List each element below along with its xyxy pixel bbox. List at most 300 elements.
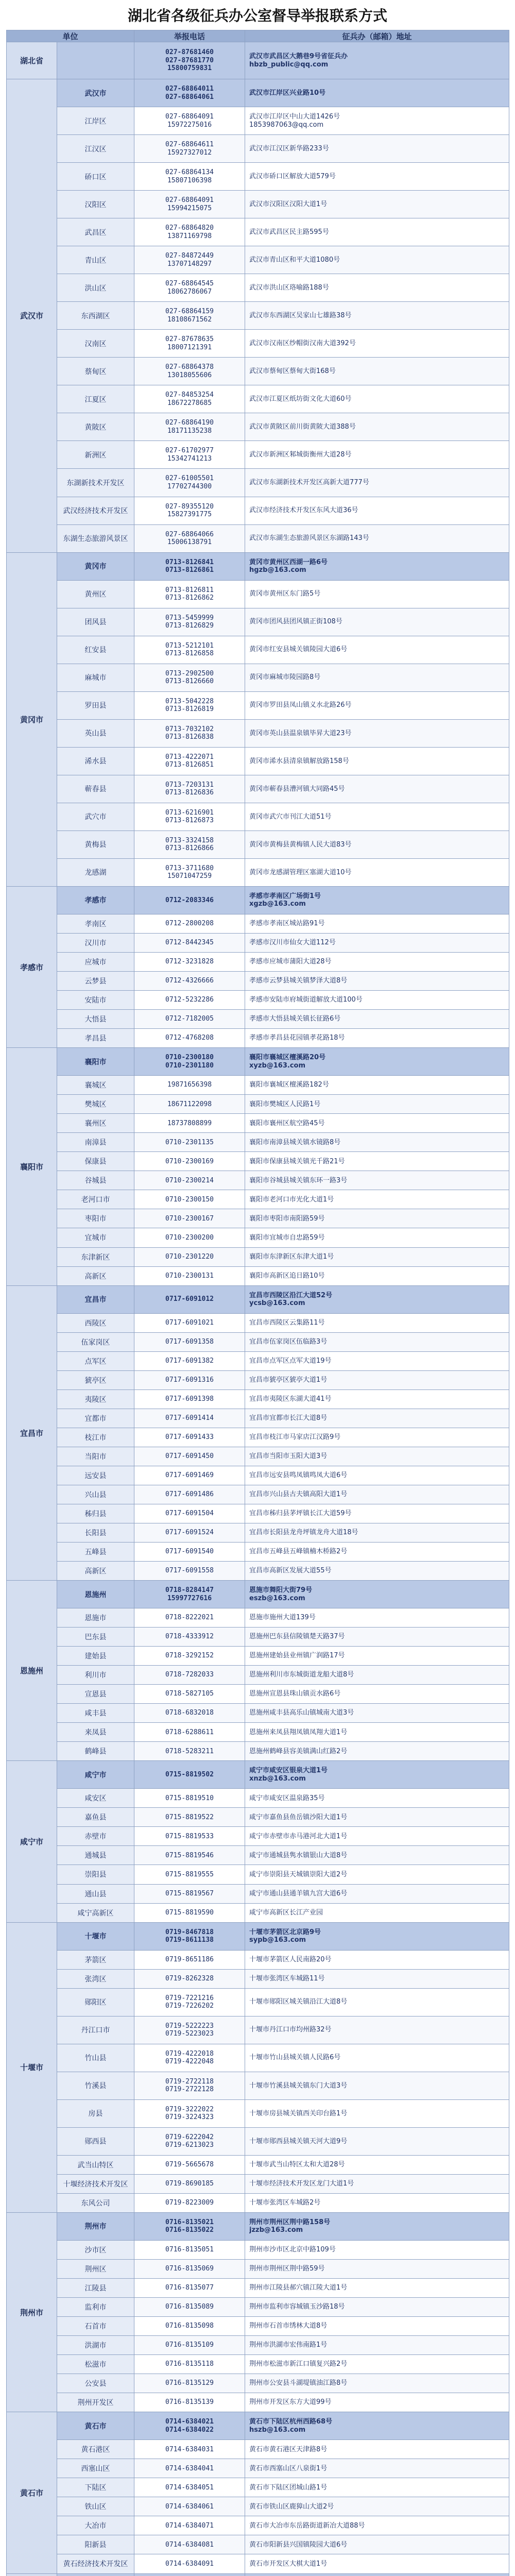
phone-cell — [134, 1152, 245, 1171]
postal-address: 黄石市下陆区团城山路1号 — [249, 2483, 328, 2492]
phone-number: 027-68864159 — [165, 308, 214, 316]
unit-cell: 武当山特区 — [57, 2155, 134, 2174]
address-cell — [245, 469, 509, 497]
phone-number: 0714-6384071 — [165, 2521, 214, 2530]
postal-address: 孝感市孝昌县花园镇孝花路18号 — [249, 1034, 345, 1042]
phone-number: 0716-8135089 — [165, 2303, 214, 2311]
address-cell — [245, 1313, 509, 1332]
email-address: xgzb@163.com — [249, 900, 306, 908]
table-row — [7, 2174, 509, 2193]
email-address: xnzb@163.com — [249, 1774, 306, 1783]
phone-number: 0714-6384051 — [165, 2483, 214, 2492]
table-row — [7, 1266, 509, 1285]
phone-number: 18062786067 — [167, 287, 212, 296]
address-cell — [245, 2516, 509, 2535]
address-cell — [245, 2099, 509, 2127]
postal-address: 孝感市云梦县城关镇梦泽大道8号 — [249, 977, 348, 985]
address-cell — [245, 1969, 509, 1988]
phone-number: 18007121391 — [167, 343, 212, 351]
address-cell — [245, 1076, 509, 1095]
unit-cell: 监利市 — [57, 2298, 134, 2317]
table-row — [7, 1228, 509, 1247]
unit-cell: 远安县 — [57, 1466, 134, 1485]
unit-cell: 高新区 — [57, 1266, 134, 1285]
table-row — [7, 1332, 509, 1351]
postal-address: 黄冈市黄州区东门路5号 — [249, 590, 321, 598]
unit-cell: 江汉区 — [57, 135, 134, 163]
unit-cell: 孝南区 — [57, 914, 134, 933]
phone-number: 0715-8819567 — [165, 1889, 214, 1897]
phone-number: 027-89355120 — [165, 502, 214, 511]
postal-address: 十堰市郧阳区城关镇沿江大道8号 — [249, 1998, 348, 2006]
unit-cell: 房县 — [57, 2099, 134, 2127]
postal-address: 襄阳市枣阳市南阳路59号 — [249, 1214, 325, 1223]
phone-number: 18108671562 — [167, 315, 212, 324]
phone-number: 0717-6091433 — [165, 1433, 214, 1442]
table-header-row — [7, 30, 509, 42]
phone-cell — [134, 1285, 245, 1313]
address-cell — [245, 1228, 509, 1247]
phone-number: 0716-8135022 — [165, 2226, 214, 2234]
unit-cell: 蔡甸区 — [57, 358, 134, 385]
phone-number: 0713-4222071 — [165, 753, 214, 761]
address-cell — [245, 775, 509, 803]
postal-address: 宜昌市伍家岗区伍临路3号 — [249, 1337, 328, 1346]
unit-cell: 襄城区 — [57, 1076, 134, 1095]
unit-cell: 茅箭区 — [57, 1950, 134, 1969]
phone-number: 0714-6384031 — [165, 2445, 214, 2453]
phone-cell — [134, 1504, 245, 1523]
postal-address: 孝感市孝南区城站路91号 — [249, 920, 325, 928]
unit-cell: 咸丰县 — [57, 1704, 134, 1723]
table-row — [7, 552, 509, 580]
table-row — [7, 914, 509, 933]
city-cell: 黄石市 — [7, 2412, 57, 2573]
address-cell — [245, 385, 509, 413]
postal-address: 武汉市江汉区新华路233号 — [249, 144, 329, 152]
unit-cell: 崇阳县 — [57, 1865, 134, 1884]
phone-number: 0710-2300200 — [165, 1233, 214, 1242]
phone-number: 0718-6288611 — [165, 1728, 214, 1736]
table-row — [7, 664, 509, 691]
postal-address: 孝感市孝南区广场街1号 — [249, 892, 321, 900]
postal-address: 宜昌市兴山县古夫镇高阳大道1号 — [249, 1490, 348, 1499]
phone-number: 0715-8819590 — [165, 1908, 214, 1917]
address-cell — [245, 934, 509, 953]
address-cell — [245, 330, 509, 358]
table-row — [7, 1409, 509, 1428]
postal-address: 十堰市郧西县城关镇天河大道9号 — [249, 2137, 348, 2145]
unit-cell: 汉川市 — [57, 934, 134, 953]
postal-address: 宜昌市西陵区沿江大道52号 — [249, 1291, 333, 1299]
table-row — [7, 608, 509, 636]
unit-cell: 红安县 — [57, 636, 134, 664]
postal-address: 荆州市松滋市新江口镇复兴路2号 — [249, 2360, 348, 2368]
phone-number: 18671122098 — [167, 1100, 212, 1108]
postal-address: 宜昌市点军区点军大道19号 — [249, 1357, 332, 1365]
phone-number: 13707148297 — [167, 260, 212, 268]
unit-cell: 浠水县 — [57, 747, 134, 775]
address-cell — [245, 2279, 509, 2298]
address-cell — [245, 2155, 509, 2174]
postal-address: 襄阳市高新区追日路10号 — [249, 1272, 325, 1280]
postal-address: 黄石市黄石港区天津路8号 — [249, 2445, 328, 2453]
unit-cell: 枝江市 — [57, 1428, 134, 1447]
table-row — [7, 1447, 509, 1466]
address-cell — [245, 2554, 509, 2573]
phone-number: 0717-6091469 — [165, 1471, 214, 1480]
unit-cell: 硚口区 — [57, 163, 134, 191]
phone-cell — [134, 1389, 245, 1409]
address-cell — [245, 1884, 509, 1903]
postal-address: 武汉市江岸区兴业路10号 — [249, 89, 326, 97]
postal-address: 恩施州咸丰县高乐山镇城南大道3号 — [249, 1709, 354, 1717]
address-cell — [245, 218, 509, 246]
table-row — [7, 1152, 509, 1171]
unit-cell: 阳新县 — [57, 2535, 134, 2554]
unit-cell: 建始县 — [57, 1647, 134, 1666]
table-row — [7, 358, 509, 385]
postal-address: 十堰市竹山县城关镇人民路6号 — [249, 2054, 341, 2062]
address-cell — [245, 1285, 509, 1313]
phone-number: 0714-6384041 — [165, 2464, 214, 2472]
phone-number: 0713-8126838 — [165, 733, 214, 741]
table-row — [7, 107, 509, 135]
city-cell: 襄阳市 — [7, 1048, 57, 1285]
table-row — [7, 330, 509, 358]
table-row — [7, 1171, 509, 1190]
table-row — [7, 886, 509, 914]
phone-cell — [134, 42, 245, 79]
phone-cell — [134, 218, 245, 246]
table-row — [7, 413, 509, 441]
address-cell — [245, 135, 509, 163]
phone-cell — [134, 1466, 245, 1485]
postal-address: 武汉市东湖生态旅游风景区东湖路143号 — [249, 534, 369, 543]
postal-address: 恩施州来凤县翔凤镇凤翔大道1号 — [249, 1728, 348, 1736]
phone-cell — [134, 246, 245, 274]
address-cell — [245, 1704, 509, 1723]
postal-address: 咸宁市崇阳县天城镇崇阳大道2号 — [249, 1870, 348, 1878]
address-cell — [245, 413, 509, 441]
phone-number: 0713-8126851 — [165, 761, 214, 769]
address-cell — [245, 1761, 509, 1789]
postal-address: 十堰市丹江口市均州路32号 — [249, 2026, 332, 2034]
phone-cell — [134, 1428, 245, 1447]
postal-address: 黄冈市英山县温泉镇毕昇大道23号 — [249, 729, 352, 737]
phone-cell — [134, 1076, 245, 1095]
unit-cell: 郧西县 — [57, 2127, 134, 2155]
phone-number: 0713-8126660 — [165, 677, 214, 686]
phone-cell — [134, 1209, 245, 1228]
phone-cell — [134, 1685, 245, 1704]
address-cell — [245, 1827, 509, 1846]
unit-cell: 赤壁市 — [57, 1827, 134, 1846]
phone-number: 0710-2301180 — [165, 1061, 214, 1070]
phone-number: 027-61702977 — [165, 447, 214, 455]
unit-cell: 咸宁高新区 — [57, 1903, 134, 1922]
postal-address: 孝感市汉川市仙女大道112号 — [249, 939, 336, 947]
phone-cell — [134, 274, 245, 302]
unit-cell: 宜城市 — [57, 1228, 134, 1247]
address-cell — [245, 1048, 509, 1076]
phone-cell — [134, 886, 245, 914]
unit-cell: 石首市 — [57, 2317, 134, 2336]
phone-number: 0714-6384091 — [165, 2560, 214, 2568]
phone-number: 0719-7221216 — [165, 1994, 214, 2002]
phone-number: 0718-6832018 — [165, 1709, 214, 1717]
table-row — [7, 747, 509, 775]
unit-cell: 东津新区 — [57, 1247, 134, 1266]
phone-number: 0712-7182005 — [165, 1015, 214, 1023]
table-row — [7, 2193, 509, 2212]
table-row — [7, 2016, 509, 2044]
postal-address: 荆州市公安县斗湖堤镇油江路8号 — [249, 2379, 348, 2387]
phone-cell — [134, 2155, 245, 2174]
table-row — [7, 580, 509, 608]
unit-cell: 荆州区 — [57, 2260, 134, 2279]
phone-cell — [134, 79, 245, 107]
phone-number: 0719-5665678 — [165, 2161, 214, 2169]
address-cell — [245, 803, 509, 831]
phone-cell — [134, 497, 245, 524]
postal-address: 襄阳市襄城区檀溪路20号 — [249, 1054, 326, 1062]
phone-number: 0718-7282033 — [165, 1671, 214, 1679]
table-row — [7, 2099, 509, 2127]
postal-address: 黄冈市麻城市陵园路8号 — [249, 673, 321, 682]
phone-number: 0717-6091398 — [165, 1395, 214, 1403]
phone-number: 0713-8126836 — [165, 789, 214, 797]
table-row — [7, 1789, 509, 1808]
phone-number: 0710-2301220 — [165, 1252, 214, 1261]
phone-number: 13018055606 — [167, 371, 212, 379]
unit-cell: 竹山县 — [57, 2044, 134, 2072]
phone-cell — [134, 2099, 245, 2127]
postal-address: 荆州市荆州区荆中路158号 — [249, 2218, 331, 2226]
email-address: 1853987063@qq.com — [249, 121, 324, 129]
address-cell — [245, 2174, 509, 2193]
address-cell — [245, 1808, 509, 1827]
postal-address: 恩施州建始县业州镇广润路17号 — [249, 1652, 345, 1660]
unit-cell: 黄梅县 — [57, 831, 134, 858]
address-cell — [245, 1723, 509, 1742]
unit-cell: 老河口市 — [57, 1190, 134, 1209]
phone-cell — [134, 1447, 245, 1466]
unit-cell: 英山县 — [57, 719, 134, 747]
phone-cell — [134, 1666, 245, 1685]
phone-number: 0712-5232286 — [165, 996, 214, 1004]
email-address: hszb@163.com — [249, 2426, 306, 2434]
address-cell — [245, 2212, 509, 2240]
phone-number: 0712-8442345 — [165, 939, 214, 947]
address-cell — [245, 1742, 509, 1761]
postal-address: 武汉市青山区和平大道1080号 — [249, 256, 340, 264]
phone-cell — [134, 1542, 245, 1561]
address-cell — [245, 2440, 509, 2459]
phone-cell — [134, 636, 245, 664]
unit-cell: 下陆区 — [57, 2478, 134, 2497]
unit-cell: 伍家岗区 — [57, 1332, 134, 1351]
phone-cell — [134, 135, 245, 163]
address-cell — [245, 79, 509, 107]
address-cell — [245, 1666, 509, 1685]
table-row — [7, 1846, 509, 1865]
contact-directory-table — [6, 30, 509, 2576]
phone-number: 15807106398 — [167, 176, 212, 184]
table-row — [7, 1884, 509, 1903]
address-cell — [245, 691, 509, 719]
phone-number: 0710-2300169 — [165, 1157, 214, 1165]
table-row — [7, 274, 509, 302]
phone-number: 0713-8126862 — [165, 594, 214, 602]
table-row — [7, 1485, 509, 1504]
phone-number: 0716-8135077 — [165, 2284, 214, 2292]
table-row — [7, 1466, 509, 1485]
address-cell — [245, 1133, 509, 1152]
phone-cell — [134, 2044, 245, 2072]
address-cell — [245, 914, 509, 933]
phone-cell — [134, 2535, 245, 2554]
address-cell — [245, 1903, 509, 1922]
postal-address: 襄阳市樊城区人民路1号 — [249, 1100, 321, 1108]
postal-address: 咸宁市通城县隽水镇银山大道8号 — [249, 1851, 348, 1859]
phone-cell — [134, 1247, 245, 1266]
table-row — [7, 2516, 509, 2535]
address-cell — [245, 2317, 509, 2336]
phone-cell — [134, 2212, 245, 2240]
postal-address: 咸宁市咸安区温泉路35号 — [249, 1794, 325, 1802]
address-cell — [245, 1628, 509, 1647]
postal-address: 黄冈市团风县团风镇正街108号 — [249, 618, 342, 626]
postal-address: 十堰市竹溪县城关镇东门大道3号 — [249, 2081, 348, 2090]
phone-cell — [134, 1723, 245, 1742]
unit-cell: 宜都市 — [57, 1409, 134, 1428]
address-cell — [245, 972, 509, 991]
address-cell — [245, 953, 509, 972]
unit-cell: 洪湖市 — [57, 2336, 134, 2355]
phone-number: 0715-8819555 — [165, 1870, 214, 1878]
phone-cell — [134, 2016, 245, 2044]
phone-cell — [134, 1761, 245, 1789]
phone-cell — [134, 2298, 245, 2317]
postal-address: 宜昌市枝江市马家店江汉路9号 — [249, 1433, 341, 1442]
table-row — [7, 2374, 509, 2393]
address-cell — [245, 1988, 509, 2016]
phone-cell — [134, 1950, 245, 1969]
phone-number: 0716-8135021 — [165, 2218, 214, 2226]
postal-address: 武汉市新洲区邾城街衡州大道28号 — [249, 451, 352, 459]
table-row — [7, 1523, 509, 1542]
phone-number: 0714-6384081 — [165, 2540, 214, 2549]
unit-cell: 云梦县 — [57, 972, 134, 991]
phone-cell — [134, 580, 245, 608]
table-row — [7, 1608, 509, 1628]
unit-cell: 通山县 — [57, 1884, 134, 1903]
phone-number: 0717-6091524 — [165, 1529, 214, 1537]
phone-cell — [134, 608, 245, 636]
phone-cell — [134, 330, 245, 358]
phone-cell — [134, 1029, 245, 1048]
phone-number: 0719-8651186 — [165, 1955, 214, 1963]
postal-address: 黄石市开发区大棋大道1号 — [249, 2560, 328, 2568]
phone-number: 027-87678635 — [165, 335, 214, 344]
postal-address: 十堰市茅箭区北京路9号 — [249, 1928, 321, 1936]
unit-cell: 恩施州 — [57, 1581, 134, 1608]
table-row — [7, 953, 509, 972]
postal-address: 荆州市开发区东方大道99号 — [249, 2398, 332, 2406]
phone-number: 0719-8690185 — [165, 2180, 214, 2188]
table-row — [7, 1988, 509, 2016]
address-cell — [245, 858, 509, 886]
postal-address: 咸宁市嘉鱼县鱼岳镇沙阳大道1号 — [249, 1813, 348, 1821]
address-cell — [245, 42, 509, 79]
address-cell — [245, 1647, 509, 1666]
phone-cell — [134, 1351, 245, 1370]
address-cell — [245, 107, 509, 135]
postal-address: 恩施州巴东县信陵镇楚天路37号 — [249, 1633, 345, 1641]
phone-number: 0719-3224323 — [165, 2113, 214, 2122]
phone-number: 0719-2722118 — [165, 2077, 214, 2086]
postal-address: 孝感市大悟县城关镇长征路6号 — [249, 1015, 341, 1023]
phone-number: 0715-8819546 — [165, 1851, 214, 1859]
table-row — [7, 2155, 509, 2174]
table-row — [7, 1504, 509, 1523]
table-row — [7, 1133, 509, 1152]
unit-cell: 谷城县 — [57, 1171, 134, 1190]
phone-cell — [134, 991, 245, 1010]
email-address: xyzb@163.com — [249, 1061, 306, 1070]
phone-number: 0713-7203131 — [165, 781, 214, 789]
phone-number: 0719-4222048 — [165, 2058, 214, 2066]
address-cell — [245, 1846, 509, 1865]
postal-address: 恩施州利川市东城街道龙船大道8号 — [249, 1671, 354, 1679]
address-cell — [245, 246, 509, 274]
address-cell — [245, 991, 509, 1010]
unit-cell: 丹江口市 — [57, 2016, 134, 2044]
table-row — [7, 1742, 509, 1761]
unit-cell: 猇亭区 — [57, 1370, 134, 1389]
phone-cell — [134, 163, 245, 191]
address-cell — [245, 1789, 509, 1808]
unit-cell: 嘉鱼县 — [57, 1808, 134, 1827]
postal-address: 孝感市应城市蒲阳大道28号 — [249, 958, 332, 966]
address-cell — [245, 886, 509, 914]
phone-number: 0716-8135069 — [165, 2265, 214, 2273]
phone-number: 0712-3231828 — [165, 958, 214, 966]
address-cell — [245, 1095, 509, 1114]
city-cell — [7, 2573, 57, 2576]
phone-number: 0712-4326666 — [165, 977, 214, 985]
postal-address: 武汉市武昌区民主路595号 — [249, 228, 329, 236]
unit-cell: 张湾区 — [57, 1969, 134, 1988]
phone-cell — [134, 2260, 245, 2279]
address-cell — [245, 1608, 509, 1628]
phone-number: 027-68864011 — [165, 85, 214, 93]
phone-number: 0713-8126858 — [165, 650, 214, 658]
address-cell — [245, 1562, 509, 1581]
postal-address: 宜昌市高新区发展大道55号 — [249, 1567, 332, 1575]
postal-address: 宜昌市远安县鸣凤镇鸣凤大道6号 — [249, 1471, 348, 1480]
unit-cell: 保康县 — [57, 1152, 134, 1171]
postal-address: 恩施市舞阳大街79号 — [249, 1586, 313, 1595]
phone-number: 15071047259 — [167, 872, 212, 880]
address-cell — [245, 2393, 509, 2412]
phone-number: 027-84853254 — [165, 391, 214, 399]
address-cell — [245, 163, 509, 191]
postal-address: 恩施州鹤峰县容美镇满山红路2号 — [249, 1747, 348, 1755]
unit-cell: 东西湖区 — [57, 302, 134, 330]
table-row — [7, 2044, 509, 2072]
